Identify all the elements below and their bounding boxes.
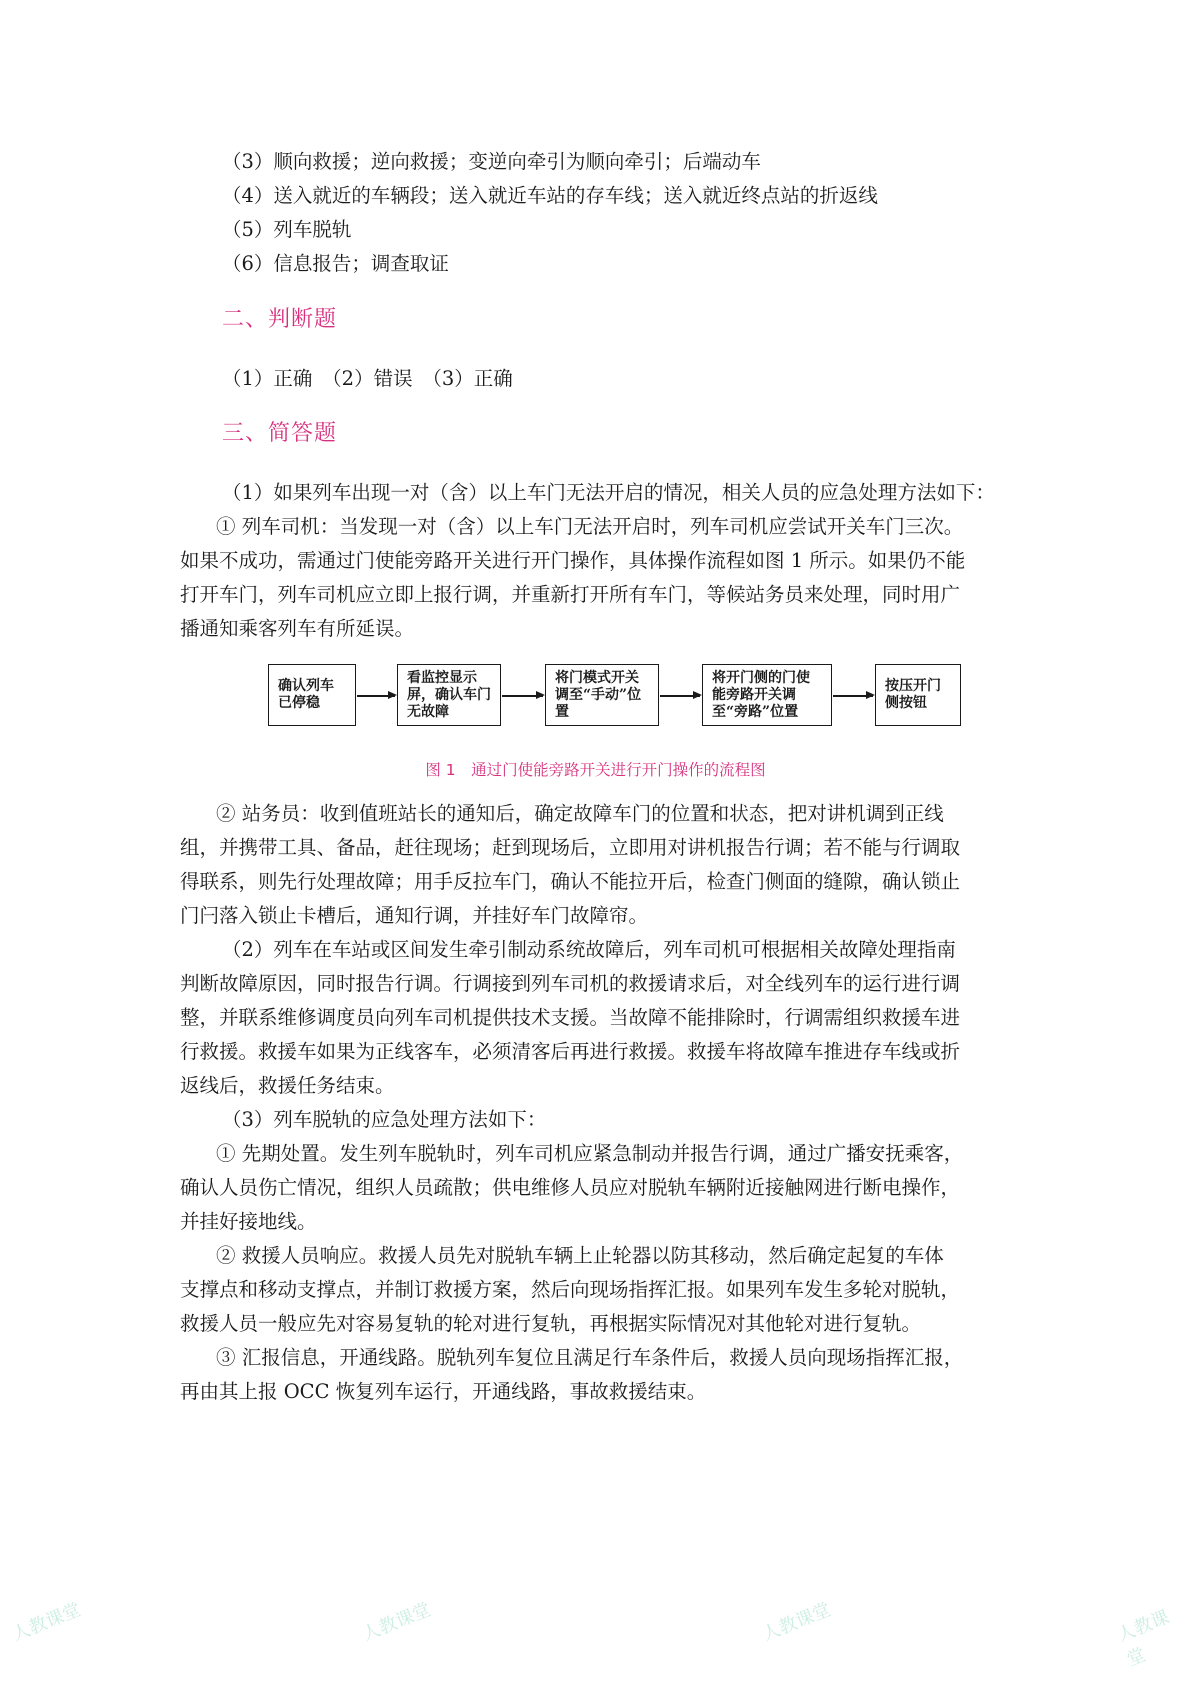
watermark: 人教课堂: [759, 1599, 834, 1646]
flow-step-3: 将门模式开关调至“手动”位置: [545, 664, 659, 726]
q1-p1-line: 打开车门，列车司机应立即上报行调，并重新打开所有车门，等候站务员来处理，同时用广: [180, 583, 961, 606]
flow-step-5: 按压开门侧按钮: [875, 664, 961, 726]
q3-p1-line: 确认人员伤亡情况，组织人员疏散；供电维修人员应对脱轨车辆附近接触网进行断电操作，: [180, 1176, 961, 1199]
watermark: 人教课堂: [9, 1599, 84, 1646]
q3-p1-line: 并挂好接地线。: [180, 1210, 317, 1233]
flow-arrow: [357, 695, 395, 697]
q1-p1-line: 如果不成功，需通过门使能旁路开关进行开门操作，具体操作流程如图 1 所示。如果仍不能: [180, 549, 966, 572]
section-heading-short-answer: 三、简答题: [222, 421, 338, 446]
q1-p1-line: ① 列车司机：当发现一对（含）以上车门无法开启时，列车司机应尝试开关车门三次。: [216, 515, 964, 538]
flow-arrow: [833, 695, 873, 697]
q2-line: 返线后，救援任务结束。: [180, 1074, 395, 1097]
flow-step-4: 将开门侧的门使能旁路开关调至“旁路”位置: [702, 664, 832, 726]
flow-step-1: 确认列车已停稳: [268, 664, 356, 726]
watermark: 人教课堂: [359, 1599, 434, 1646]
q1-p2-line: ② 站务员：收到值班站长的通知后，确定故障车门的位置和状态，把对讲机调到正线: [216, 802, 944, 825]
q3-p2-line: ② 救援人员响应。救援人员先对脱轨车辆上止轮器以防其移动，然后确定起复的车体: [216, 1244, 944, 1267]
q1-p2-line: 组，并携带工具、备品，赶往现场；赶到现场后，立即用对讲机报告行调；若不能与行调取: [180, 836, 961, 859]
q3-p3-line: 再由其上报 OCC 恢复列车运行，开通线路，事故救援结束。: [180, 1380, 707, 1403]
answer-line-4: （4）送入就近的车辆段；送入就近车站的存车线；送入就近终点站的折返线: [222, 184, 878, 207]
answer-line-3: （3）顺向救援；逆向救援；变逆向牵引为顺向牵引；后端动车: [222, 150, 761, 173]
section-heading-judgement: 二、判断题: [222, 307, 338, 332]
q3-p1-line: ① 先期处置。发生列车脱轨时，列车司机应紧急制动并报告行调，通过广播安抚乘客，: [216, 1142, 964, 1165]
answer-line-5: （5）列车脱轨: [222, 218, 352, 241]
figure-caption: 图 1 通过门使能旁路开关进行开门操作的流程图: [425, 761, 766, 779]
judgement-answers: （1）正确 （2）错误 （3）正确: [222, 367, 513, 390]
q1-p2-line: 得联系，则先行处理故障；用手反拉车门，确认不能拉开后，检查门侧面的缝隙，确认锁止: [180, 870, 961, 893]
q1-p1-line: 播通知乘客列车有所延误。: [180, 617, 415, 640]
q3-p3-line: ③ 汇报信息，开通线路。脱轨列车复位且满足行车条件后，救援人员向现场指挥汇报，: [216, 1346, 964, 1369]
q2-line: 整，并联系维修调度员向列车司机提供技术支援。当故障不能排除时，行调需组织救援车进: [180, 1006, 961, 1029]
q3-p2-line: 救援人员一般应先对容易复轨的轮对进行复轨，再根据实际情况对其他轮对进行复轨。: [180, 1312, 922, 1335]
q2-line: 行救援。救援车如果为正线客车，必须清客后再进行救援。救援车将故障车推进存车线或折: [180, 1040, 961, 1063]
q3-intro: （3）列车脱轨的应急处理方法如下：: [222, 1108, 547, 1131]
answer-line-6: （6）信息报告；调查取证: [222, 252, 449, 275]
q3-p2-line: 支撑点和移动支撑点，并制订救援方案，然后向现场指挥汇报。如果列车发生多轮对脱轨，: [180, 1278, 961, 1301]
flow-step-2: 看监控显示屏，确认车门无故障: [397, 664, 501, 726]
flow-arrow: [502, 695, 543, 697]
watermark: 人教课堂: [1114, 1606, 1173, 1671]
q1-intro: （1）如果列车出现一对（含）以上车门无法开启的情况，相关人员的应急处理方法如下：: [222, 481, 995, 504]
flow-arrow: [660, 695, 700, 697]
q2-line: 判断故障原因，同时报告行调。行调接到列车司机的救援请求后，对全线列车的运行进行调: [180, 972, 961, 995]
q2-line: （2）列车在车站或区间发生牵引制动系统故障后，列车司机可根据相关故障处理指南: [222, 938, 956, 961]
q1-p2-line: 门闩落入锁止卡槽后，通知行调，并挂好车门故障帘。: [180, 904, 649, 927]
